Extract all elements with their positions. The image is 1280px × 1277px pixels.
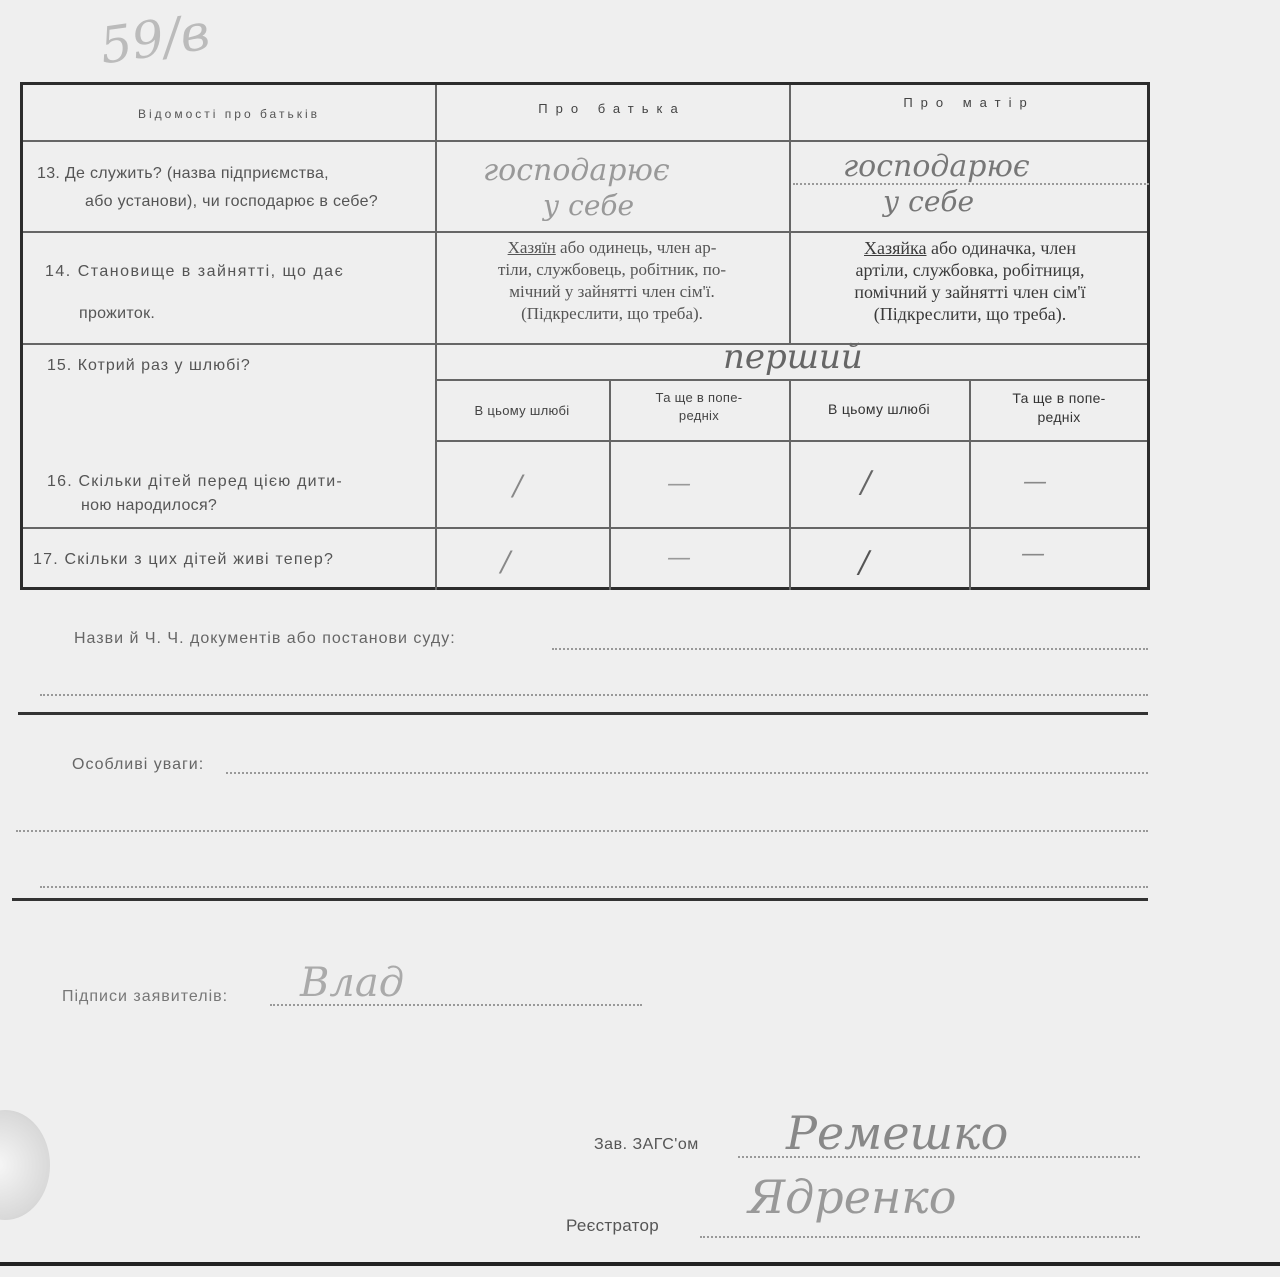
q13-father-answer-1: господарює (483, 153, 670, 188)
q13-mother-answer-1: господарює (843, 149, 1030, 184)
notes-line-2[interactable] (16, 830, 1148, 832)
q16-question-line2: ною народилося? (81, 497, 218, 514)
binder-hole (0, 1110, 50, 1220)
notes-line-3[interactable] (40, 886, 1148, 888)
q16-mother-previous: — (1023, 467, 1047, 495)
q13-father-answer-2: у себе (543, 189, 635, 222)
q17-father-this: / (501, 545, 511, 578)
notes-line-1[interactable] (226, 772, 1148, 774)
subheader-mother-previous (969, 389, 1149, 427)
zags-label: Зав. ЗАГС'ом (594, 1136, 699, 1153)
q13-mother-answer-2: у себе (883, 185, 975, 218)
row-divider (435, 379, 1147, 381)
subheader-father-previous-l2: редніх (678, 408, 720, 423)
q14-father-line4: (Підкреслити, що треба). (521, 304, 703, 323)
q17-father-previous: — (667, 543, 691, 571)
documents-line-2[interactable] (40, 694, 1148, 696)
row-divider (23, 231, 1147, 233)
q14-mother-line4: (Підкреслити, що треба). (873, 304, 1067, 324)
q13-answer-line (793, 183, 1149, 185)
row-divider (23, 527, 1147, 529)
q14-mother-line1-rest: або одиначка, член (930, 238, 1076, 258)
q13-question-line2: або установи), чи господарює в себе? (85, 193, 378, 210)
header-father: Про батька (538, 101, 686, 116)
subheader-mother-this: В цьому шлюбі (828, 401, 930, 417)
subheader-mother-previous-l2: редніх (1037, 409, 1081, 425)
page-bottom-edge (0, 1262, 1280, 1266)
q14-mother-options (795, 237, 1145, 325)
q14-father-options (443, 237, 781, 325)
header-mother: Про матір (903, 95, 1035, 110)
q15-question: 15. Котрий раз у шлюбі? (47, 357, 251, 374)
registrar-label: Реєстратор (566, 1216, 660, 1235)
notes-label: Особливі уваги: (72, 756, 205, 773)
q14-mother-line3: помічний у зайнятті член сім'ї (854, 282, 1086, 302)
q14-father-line3: мічний у зайнятті член сім'ї. (509, 282, 715, 301)
registrar-line[interactable] (700, 1236, 1140, 1238)
q16-father-this: / (513, 469, 523, 502)
q17-question: 17. Скільки з цих дітей живі тепер? (33, 551, 335, 568)
zags-signature: Ремешко (786, 1106, 1009, 1160)
q14-question-line1: 14. Становище в зайнятті, що дає (45, 263, 345, 280)
section-divider (12, 898, 1148, 901)
header-parents: Відомості про батьків (138, 107, 320, 121)
q16-father-previous: — (667, 469, 691, 497)
row-divider (435, 440, 1147, 442)
q14-father-line2: тіли, службовець, робітник, по- (497, 260, 727, 279)
subheader-father-this: В цьому шлюбі (474, 403, 570, 418)
q14-mother-line1 (795, 237, 1145, 259)
page-mark: 59/в (96, 2, 214, 76)
col-divider (789, 85, 791, 343)
applicant-signature: Влад (300, 960, 405, 1006)
q17-mother-this: / (859, 545, 870, 580)
documents-label: Назви й Ч. Ч. документів або постанови суду: (74, 630, 456, 647)
subheader-father-previous-l1: Та ще в попе- (655, 390, 743, 405)
row-divider (23, 140, 1147, 142)
q13-question-line1: 13. Де служить? (назва підприємства, (37, 165, 329, 182)
q15-answer: перший (723, 337, 863, 377)
q14-question-line2: прожиток. (79, 305, 156, 322)
q16-question-line1: 16. Скільки дітей перед цією дити- (47, 473, 343, 490)
registrar-signature: Ядренко (748, 1170, 957, 1224)
q14-father-line1-rest: або одинець, член ар- (560, 238, 717, 257)
q14-father-underlined: Хазяїн (507, 238, 556, 257)
documents-line-1[interactable] (552, 648, 1148, 650)
subheader-mother-previous-l1: Та ще в попе- (1012, 390, 1106, 406)
q17-mother-previous: — (1021, 539, 1045, 567)
q16-mother-this: / (861, 465, 872, 500)
section-divider (18, 712, 1148, 715)
row-divider (23, 343, 1147, 345)
subheader-father-previous (609, 389, 789, 425)
col-divider (435, 85, 437, 590)
signatures-label: Підписи заявителів: (62, 988, 229, 1005)
q14-mother-underlined: Хазяйка (864, 238, 927, 258)
parents-info-table (20, 82, 1150, 590)
q14-mother-line2: артіли, службовка, робітниця, (855, 260, 1085, 280)
q14-father-line1 (443, 237, 781, 259)
